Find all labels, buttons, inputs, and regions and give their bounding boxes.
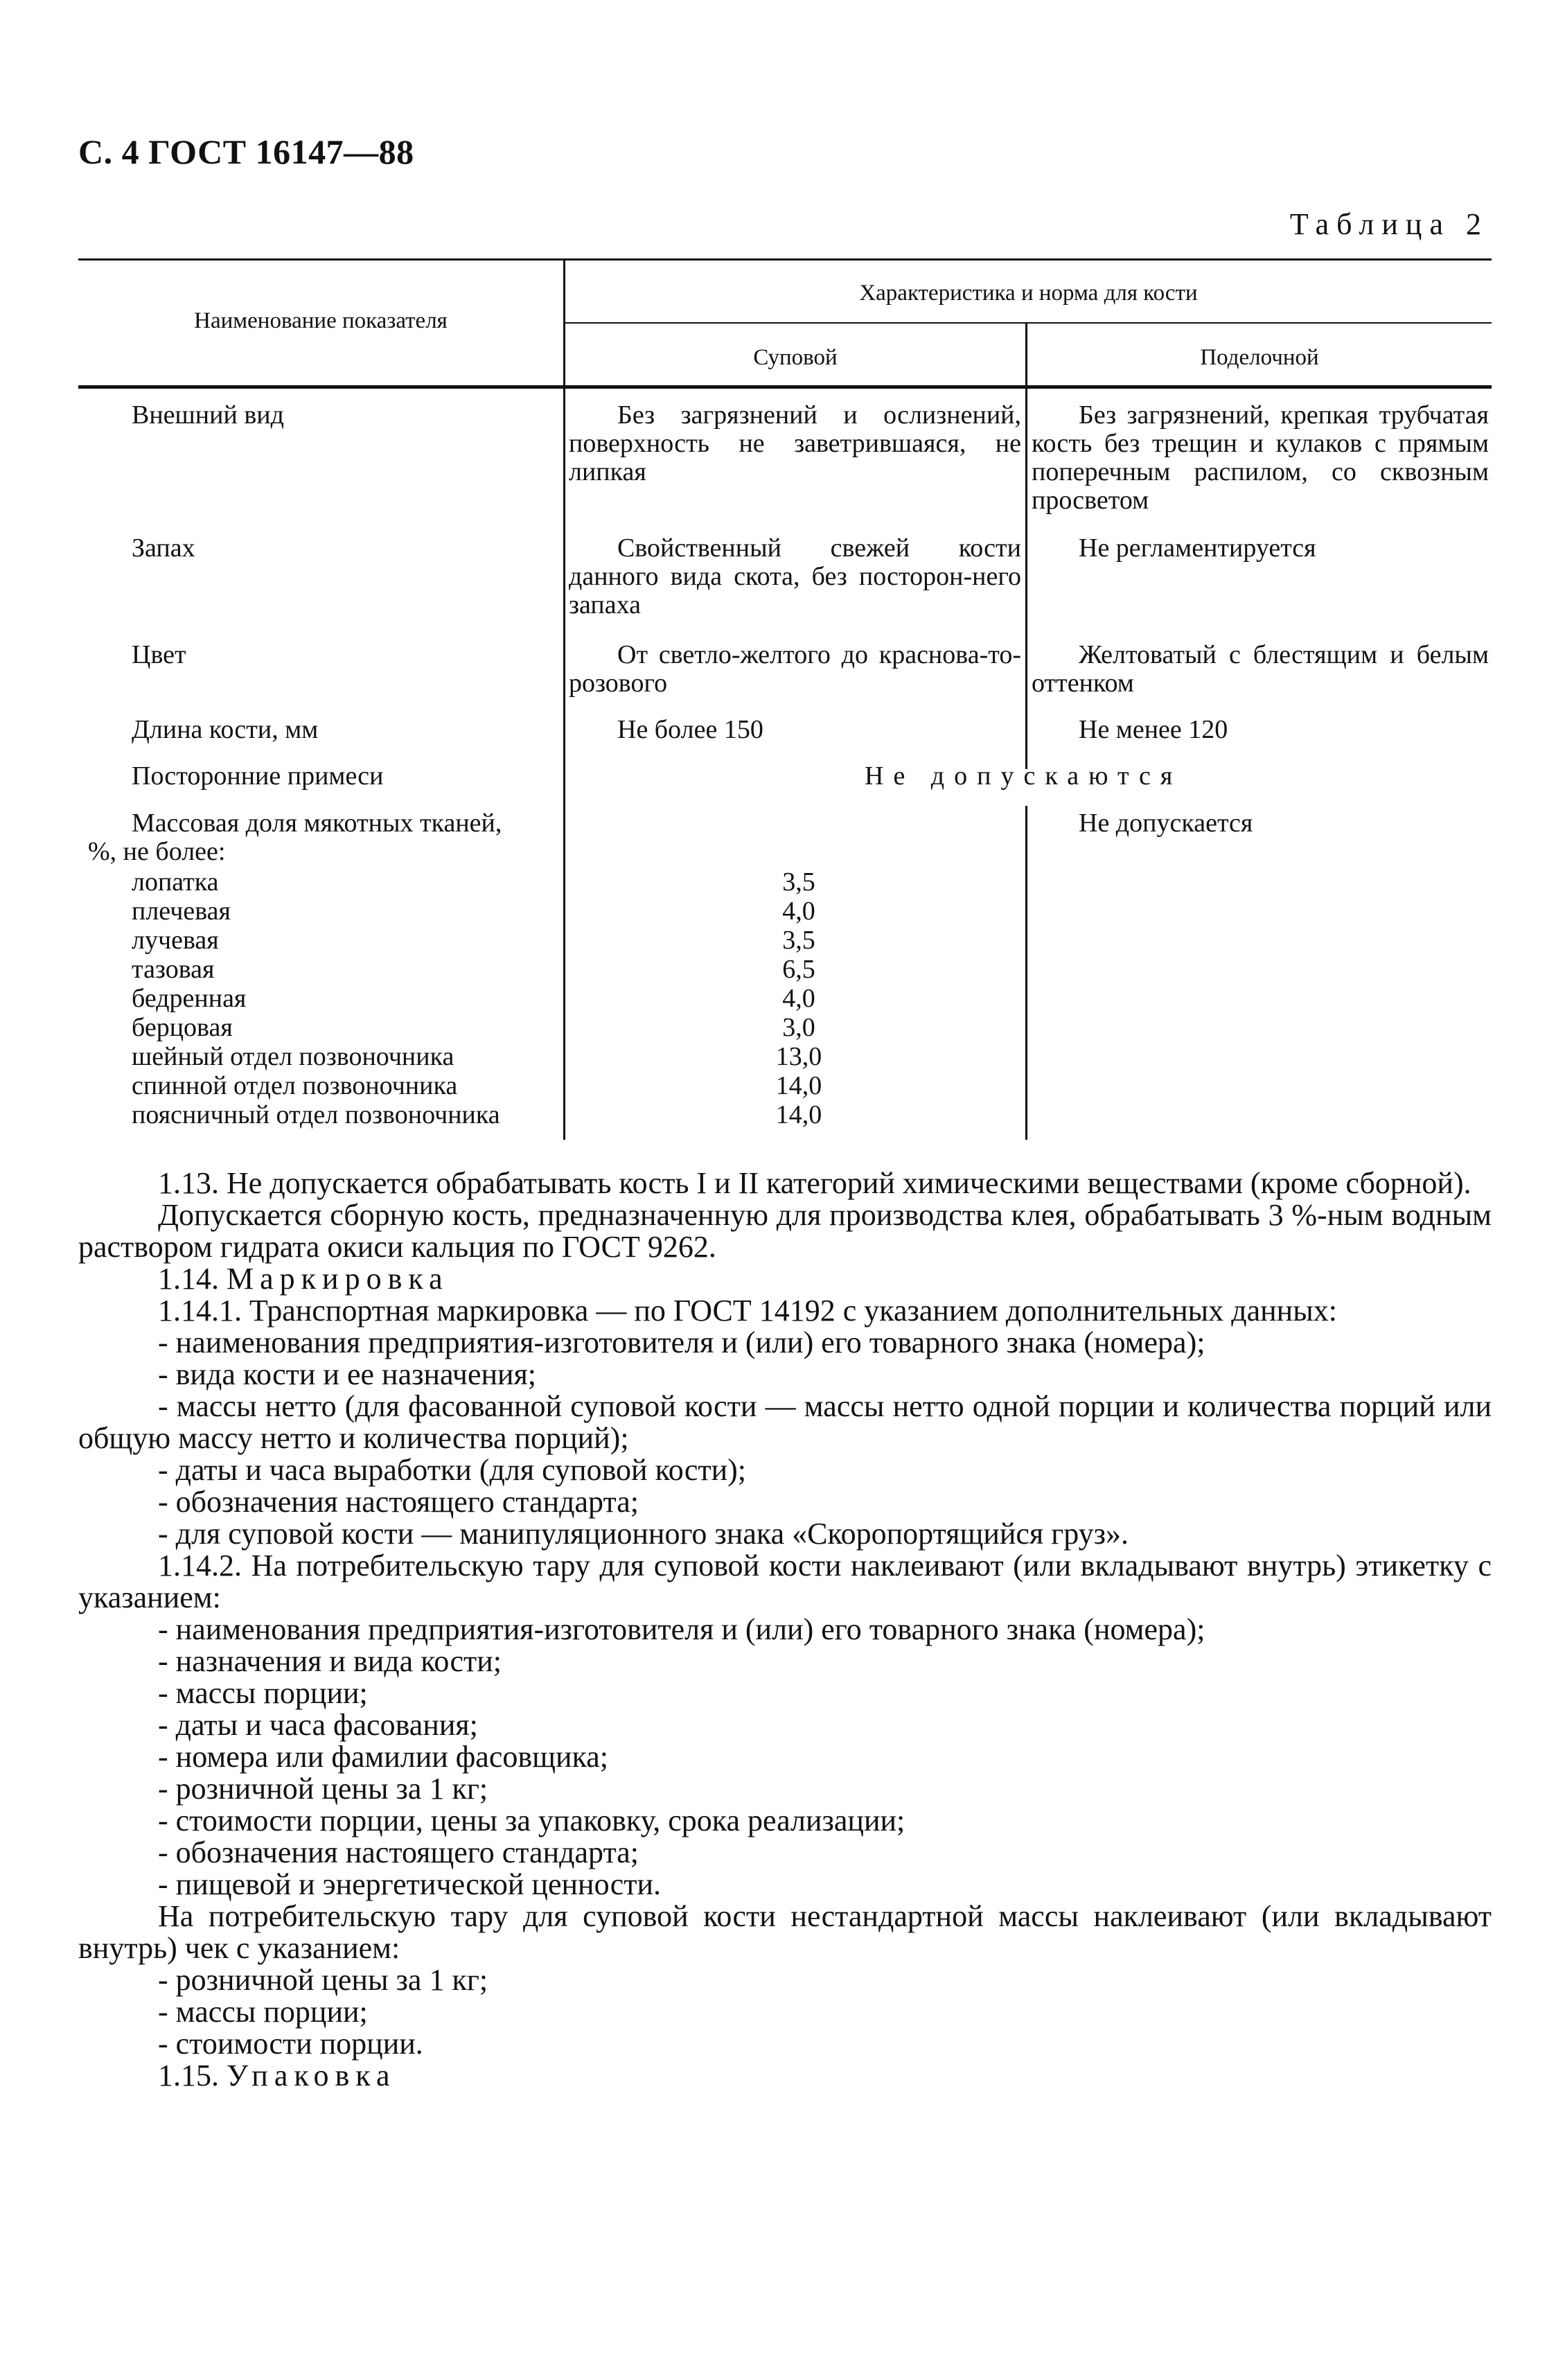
col-craft-header: Поделочной [1200,345,1319,370]
list-item: - обозначения настоящего стандарта; [158,1835,639,1869]
table-2 [78,258,1492,1138]
softtissue-item-label: плечевая [132,897,231,926]
row-color-soup: От светло-желтого до краснова-то-розового [569,640,1021,698]
heading-1-14-number: 1.14. [158,1262,219,1296]
list-item: - наименования предприятия-изготовителя и (или) его товарного знака (номера); [158,1612,1205,1646]
col-indicator-header: Наименование показателя [194,308,448,333]
paragraph-glue: Допускается сборную кость, предназначенную для производства клея, обрабатывать 3 %-ным водным раствором гидрата окиси кальция по ГОСТ 9262. [78,1198,1492,1264]
list-item: - массы порции; [158,1676,368,1710]
row-smell-soup: Свойственный свежей кости данного вида скота, без посторон-него запаха [569,534,1021,619]
softtissue-item-value: 3,5 [782,867,815,897]
list-item: - обозначения настоящего стандарта; [158,1485,639,1519]
col-group-header: Характеристика и норма для кости [859,281,1198,306]
heading-1-14-title: Маркировка [227,1262,449,1296]
softtissue-item-value: 3,0 [782,1013,815,1042]
row-appearance-name: Внешний вид [132,400,284,430]
body-text [78,1167,1492,2092]
row-softtissue-craft: Не допускается [1079,809,1253,838]
softtissue-item-label: шейный отдел позвоночника [132,1042,454,1071]
softtissue-item-label: тазовая [132,955,215,984]
softtissue-item-value: 6,5 [782,955,815,984]
softtissue-item-value: 14,0 [775,1100,822,1129]
list-item: - стоимости порции. [158,2027,423,2061]
table-divider-2a [1025,322,1027,769]
row-appearance-soup: Без загрязнений и ослизнений, поверхность не заветрившаяся, не липкая [569,400,1021,486]
heading-1-15-title: Упаковка [227,2059,396,2092]
table-divider-1 [563,258,565,1140]
list-item: - пищевой и энергетической ценности. [158,1867,661,1901]
softtissue-item-label: бедренная [132,984,247,1013]
paragraph-nonstandard: На потребительскую тару для суповой кости нестандартной массы наклеивают (или вкладывают внутрь) чек с указанием: [78,1899,1492,1965]
row-smell-craft: Не регламентируется [1079,534,1316,563]
softtissue-item-value: 14,0 [775,1071,822,1100]
list-item: - даты и часа выработки (для суповой кости); [158,1453,747,1487]
table-divider-2b [1025,806,1027,1140]
heading-1-14 [78,1263,1492,1295]
row-color-name: Цвет [132,640,186,669]
table-caption: Таблица 2 [1289,207,1489,241]
list-item: - вида кости и ее назначения; [158,1357,537,1391]
row-appearance-craft: Без загрязнений, крепкая трубчатая кость без трещин и кулаков с прямым поперечным распилом, со сквозным просветом [1032,400,1489,515]
list-item: - номера или фамилии фасовщика; [158,1740,609,1774]
softtissue-item-value: 4,0 [782,984,815,1013]
softtissue-item-label: берцовая [132,1013,233,1042]
list-item: - массы нетто (для фасованной суповой кости — массы нетто одной порции и количества порций или общую массу нетто и количества порций); [78,1389,1492,1455]
list-item: - для суповой кости — манипуляционного знака «Скоропортящийся груз». [158,1517,1129,1551]
row-length-soup: Не более 150 [617,715,763,744]
softtissue-item-value: 3,5 [782,926,815,955]
heading-1-15 [78,2060,1492,2092]
row-color-craft: Желтоватый с блестящим и белым оттенком [1032,640,1489,698]
softtissue-item-label: лучевая [132,926,219,955]
table-header-rule [78,385,1492,389]
row-impurities-merged: Не допускаются [865,761,1183,791]
list-item: - наименования предприятия-изготовителя и (или) его товарного знака (номера); [158,1325,1205,1359]
list-item: - розничной цены за 1 кг; [158,1772,488,1806]
softtissue-item-value: 13,0 [775,1042,822,1071]
softtissue-item-label: лопатка [132,867,219,897]
softtissue-item-value: 4,0 [782,897,815,926]
row-length-name: Длина кости, мм [132,715,319,744]
list-item: - розничной цены за 1 кг; [158,1963,488,1997]
row-smell-name: Запах [132,534,195,563]
page-header: С. 4 ГОСТ 16147—88 [78,132,414,171]
row-impurities-name: Посторонние примеси [132,761,384,791]
softtissue-item-label: спинной отдел позвоночника [132,1071,458,1100]
list-item: - массы порции; [158,1995,368,2029]
row-softtissue-name-2: %, не более: [88,837,226,866]
list-item: - даты и часа фасования; [158,1708,478,1742]
softtissue-item-label: поясничный отдел позвоночника [132,1100,500,1129]
heading-1-15-number: 1.15. [158,2059,219,2092]
list-item: - назначения и вида кости; [158,1644,502,1678]
table-group-rule [563,322,1492,324]
row-length-craft: Не менее 120 [1079,715,1228,744]
paragraph-1-13: 1.13. Не допускается обрабатывать кость I и II категорий химическими веществами (кроме сборной). [158,1166,1471,1200]
col-soup-header: Суповой [753,345,838,370]
list-item: - стоимости порции, цены за упаковку, срока реализации; [158,1804,905,1837]
paragraph-1-14-1: 1.14.1. Транспортная маркировка — по ГОСТ 14192 с указанием дополнительных данных: [158,1294,1337,1328]
paragraph-1-14-2: 1.14.2. На потребительскую тару для суповой кости наклеивают (или вкладывают внутрь) этикетку с указанием: [78,1549,1492,1614]
row-softtissue-name-1: Массовая доля мякотных тканей, [132,809,502,838]
table-top-rule [78,258,1492,261]
